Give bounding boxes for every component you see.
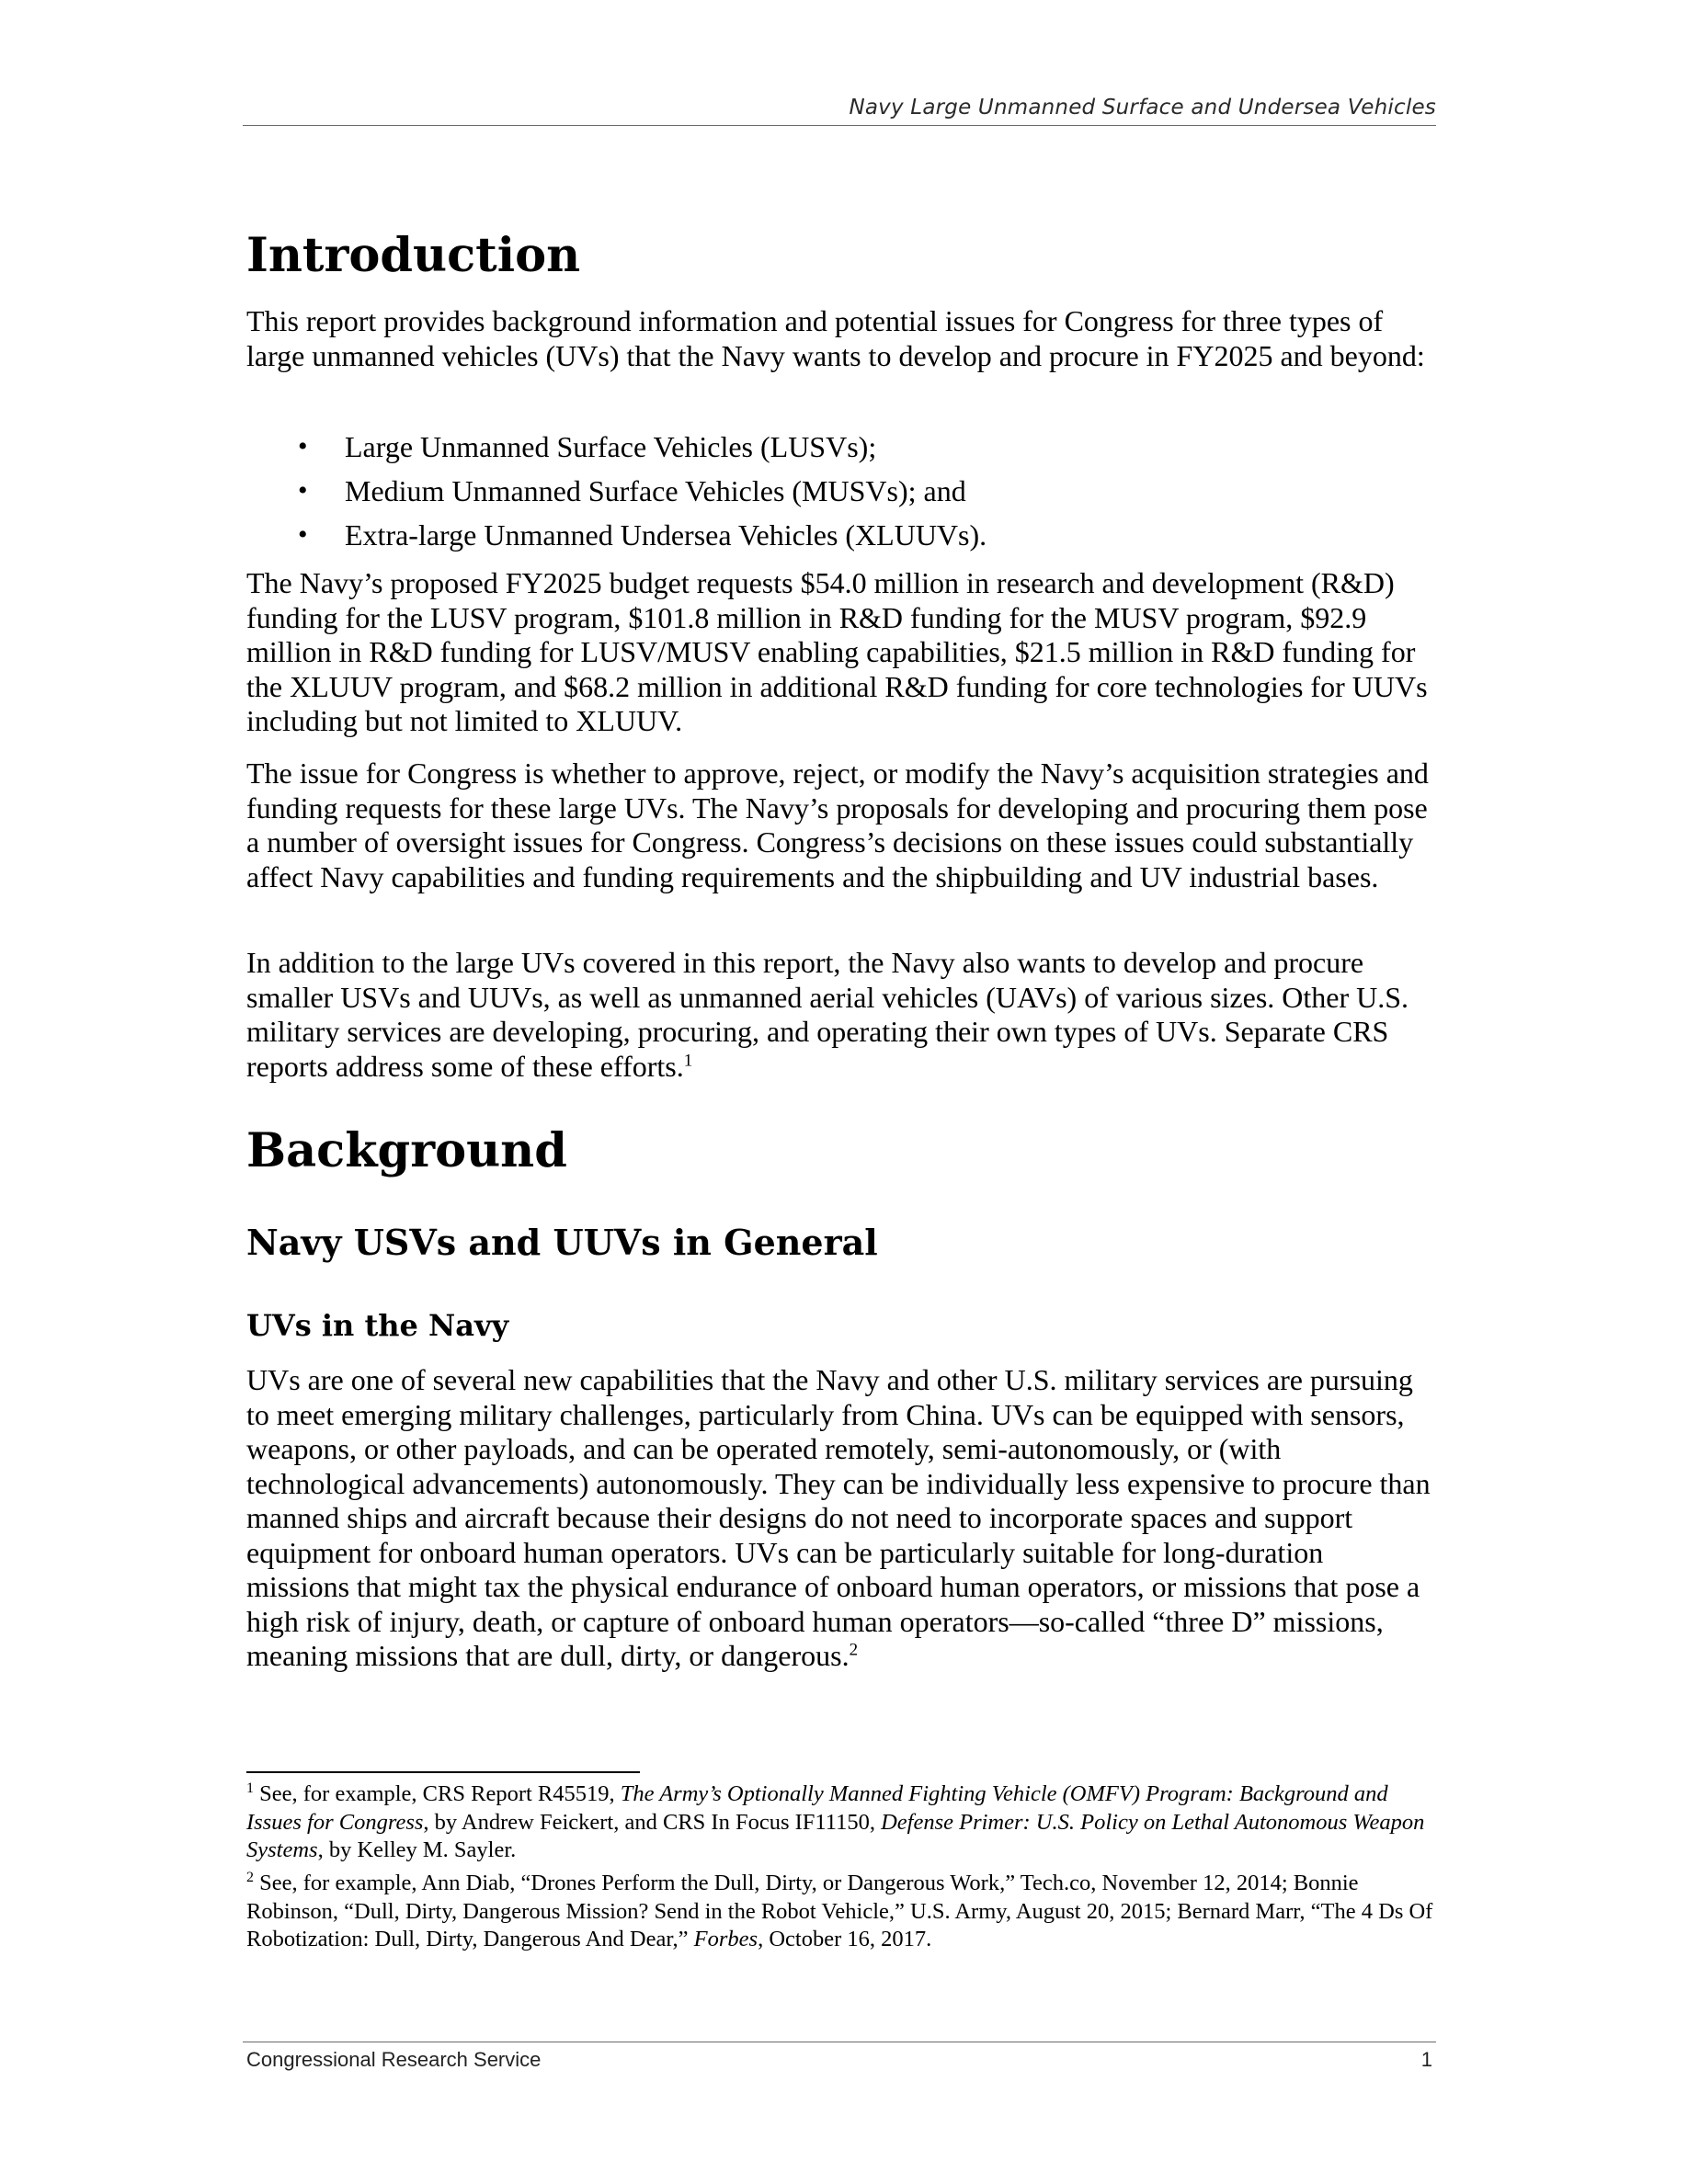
list-item [246,469,1350,513]
intro-paragraph-4-text: In addition to the large UVs covered in this report, the Navy also wants to develop and procure smaller USVs and UUVs, as well as unmanned aerial vehicles (UAVs) of various sizes. Other U.S. military services are developing, procuring, and operating their own types of UVs. Separate CRS reports address some of these efforts. [246,946,1409,1083]
footnote-text: , by Andrew Feickert, and CRS In Focus IF11150, [423,1809,882,1835]
introduction-heading: Introduction [246,228,581,283]
background-heading: Background [246,1123,567,1178]
footnote-text: See, for example, CRS Report R45519, [254,1781,621,1806]
footnote-ref-2[interactable]: 2 [849,1640,859,1660]
intro-paragraph-2: The Navy’s proposed FY2025 budget requests $54.0 million in research and development (R&D) funding for the LUSV program, $101.8 million in R&D funding for the MUSV program, $92.9 million in R&D funding for LUSV/MUSV enabling capabilities, $21.5 million in R&D funding for the XLUUV program, and $68.2 million in additional R&D funding for core technologies for UUVs including but not limited to XLUUV. [246,566,1428,737]
intro-paragraph-4 [246,946,1432,1084]
uvs-in-navy-heading: UVs in the Navy [246,1308,509,1343]
footnote-number: 2 [246,1869,254,1885]
footnote-text: , October 16, 2017. [758,1927,932,1951]
footnote-ref-1[interactable]: 1 [683,1050,693,1070]
uv-types-list [246,425,1350,557]
footnote-2 [246,1870,1442,1954]
footnote-1 [246,1780,1442,1865]
footer-publisher: Congressional Research Service [246,2048,542,2071]
footnote-title: Forbes [693,1927,758,1951]
bullet-icon: • [298,475,308,506]
page-number: 1 [1420,2048,1432,2071]
usv-uuv-general-heading: Navy USVs and UUVs in General [246,1222,878,1263]
background-paragraph-1 [246,1363,1432,1674]
footnote-rule [246,1771,640,1773]
list-item [246,513,1350,557]
list-item-text: Large Unmanned Surface Vehicles (LUSVs); [345,430,877,463]
list-item-text: Extra-large Unmanned Undersea Vehicles (XLUUVs). [345,518,987,552]
footnote-number: 1 [246,1780,254,1796]
footnote-title: Defense Primer: U.S. Policy on Lethal Autonomous Weapon Systems [246,1809,1425,1862]
list-item-text: Medium Unmanned Surface Vehicles (MUSVs); and [345,474,966,507]
header-rule [243,125,1436,126]
intro-paragraph-3: The issue for Congress is whether to approve, reject, or modify the Navy’s acquisition strategies and funding requests for these large UVs. The Navy’s proposals for developing and procuring them pose a number of oversight issues for Congress. Congress’s decisions on these issues could substantially affect Navy capabilities and funding requirements and the shipbuilding and UV industrial bases. [246,756,1429,893]
list-item [246,425,1350,469]
background-paragraph-1-text: UVs are one of several new capabilities that the Navy and other U.S. military services are pursuing to meet emerging military challenges, particularly from China. UVs can be equipped with sensors, weapons, or other payloads, and can be operated remotely, semi-autonomously, or (with technological advancements) autonomously. They can be individually less expensive to procure than manned ships and aircraft because their designs do not need to incorporate spaces and support equipment for onboard human operators. UVs can be particularly suitable for long-duration missions that might tax the physical endurance of onboard human operators, or missions that pose a high risk of injury, death, or capture of onboard human operators—so-called “three D” missions, meaning missions that are dull, dirty, or dangerous. [246,1363,1431,1672]
bullet-icon: • [298,431,308,461]
intro-paragraph-1: This report provides background information and potential issues for Congress for three types of large unmanned vehicles (UVs) that the Navy wants to develop and procure in FY2025 and beyond: [246,304,1425,372]
footnote-text: See, for example, Ann Diab, “Drones Perform the Dull, Dirty, or Dangerous Work,” Tech.co, November 12, 2014; Bonnie Robinson, “Dull, Dirty, Dangerous Mission? Send in the Robot Vehicle,” U.S. Army, August 20, 2015; Bernard Marr, “The 4 Ds Of Robotization: Dull, Dirty, Dangerous And Dear,” [246,1871,1433,1951]
running-header: Navy Large Unmanned Surface and Undersea Vehicles [849,96,1436,119]
bullet-icon: • [298,519,308,550]
footnote-text: , by Kelley M. Sayler. [317,1837,517,1862]
footnote-title: The Army’s Optionally Manned Fighting Vehicle (OMFV) Program: Background and Issues for Congress [246,1781,1388,1835]
